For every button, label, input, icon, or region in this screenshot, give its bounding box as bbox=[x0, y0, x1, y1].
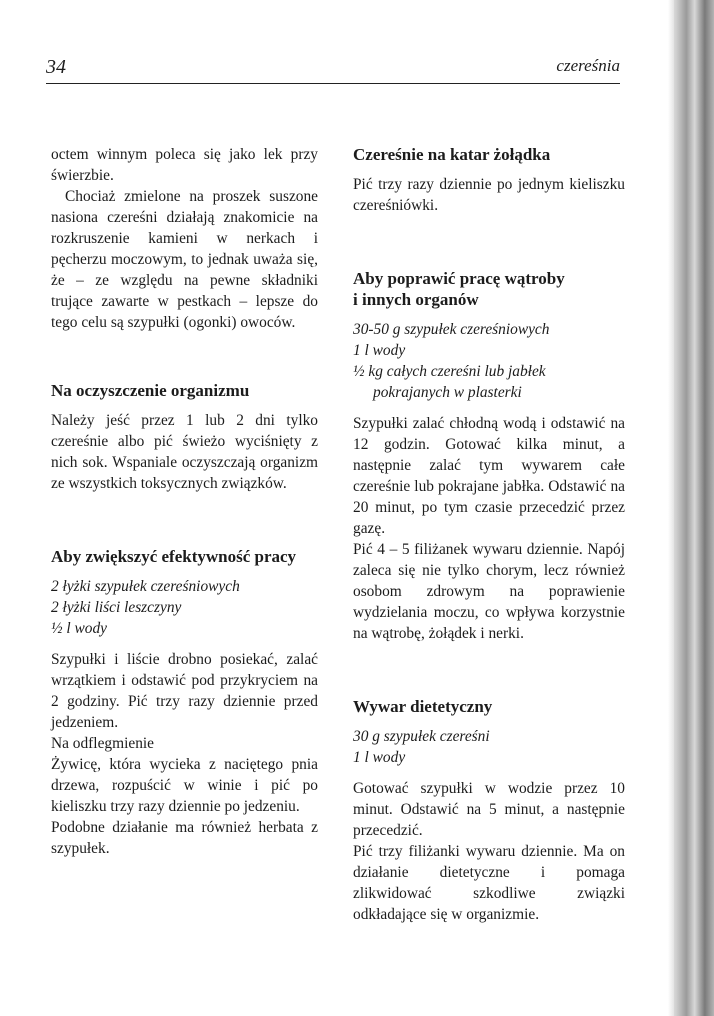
section-heading-work: Aby zwiększyć efektywność pracy bbox=[51, 547, 297, 566]
recipe-paragraph: Szypułki zalać chłodną wodą i odstawić na 12 godzin. Gotować kilka minut, a następnie zalać tym wywarem całe czereśnie lub pokrajane jabłka. Odstawić na 20 minut, po tym czasie przecedzić przez gazę. bbox=[353, 415, 625, 537]
recipe-subheading: Na odflegmienie bbox=[51, 735, 154, 752]
section-heading-cleansing: Na oczyszczenie organizmu bbox=[51, 381, 250, 400]
section-heading-liver bbox=[353, 268, 625, 310]
ingredient-item: 2 łyżki szypułek czereśniowych bbox=[51, 578, 240, 595]
heading-line: i innych organów bbox=[353, 290, 479, 309]
book-page-edge bbox=[668, 0, 714, 1016]
ingredient-item: 1 l wody bbox=[353, 749, 406, 766]
section-text-stomach: Pić trzy razy dziennie po jednym kieliszku czereśniówki. bbox=[353, 176, 625, 214]
header-rule bbox=[46, 83, 620, 84]
recipe-paragraph: Gotować szypułki w wodzie przez 10 minut. Odstawić na 5 minut, a następnie przecedzić. bbox=[353, 780, 625, 839]
ingredient-item: 30 g szypułek czereśni bbox=[353, 728, 490, 745]
running-head bbox=[46, 54, 620, 84]
ingredients-list bbox=[353, 319, 625, 403]
page-edge-highlight bbox=[668, 0, 674, 1016]
ingredients-list bbox=[353, 726, 625, 768]
right-column bbox=[353, 144, 625, 925]
ingredient-item: ½ kg całych czereśni lub jabłek pokrajanych w plasterki bbox=[353, 363, 546, 401]
recipe-paragraph: Pić 4 – 5 filiżanek wywaru dziennie. Napój zaleca się nie tylko chorym, lecz również osobom zdrowym na poprawienie wydzielania moczu, co wpływa korzystnie na wątrobę, żołądek i nerki. bbox=[353, 541, 625, 642]
recipe-paragraph: Podobne działanie ma również herbata z szypułek. bbox=[51, 819, 318, 857]
intro-paragraph: Chociaż zmielone na proszek suszone nasiona czereśni działają znakomicie na rozkruszenie kamieni w nerkach i pęcherzu moczowym, to jednak uważa się, że – ze względu na pewne składniki trujące zawarte w pestkach – lepsze do tego celu są szypułki (ogonki) owoców. bbox=[51, 188, 318, 331]
running-head-title: czereśnia bbox=[556, 56, 620, 75]
ingredient-item: 30-50 g szypułek czereśniowych bbox=[353, 321, 550, 338]
ingredients-list bbox=[51, 576, 318, 639]
ingredient-item: 2 łyżki liści leszczyny bbox=[51, 599, 182, 616]
recipe-paragraph: Szypułki i liście drobno posiekać, zalać wrzątkiem i odstawić pod przykryciem na 2 godziny. Pić trzy razy dziennie przed jedzeniem. bbox=[51, 651, 318, 731]
ingredient-item: ½ l wody bbox=[51, 620, 108, 637]
recipe-paragraph: Pić trzy filiżanki wywaru dziennie. Ma on działanie dietetyczne i pomaga zlikwidować szkodliwe związki odkładające się w organizmie. bbox=[353, 843, 625, 923]
left-column bbox=[51, 144, 318, 859]
intro-paragraph: octem winnym poleca się jako lek przy świerzbie. bbox=[51, 146, 318, 184]
recipe-paragraph: Żywicę, która wycieka z naciętego pnia drzewa, rozpuścić w winie i pić po kieliszku trzy razy dziennie po jedzeniu. bbox=[51, 756, 318, 815]
section-text-cleansing: Należy jeść przez 1 lub 2 dni tylko czereśnie albo pić świeżo wyciśnięty z nich sok. Wspaniale oczyszczają organizm ze wszystkich toksycznych związków. bbox=[51, 412, 318, 492]
ingredient-item: 1 l wody bbox=[353, 342, 406, 359]
section-heading-stomach: Czereśnie na katar żołądka bbox=[353, 145, 551, 164]
section-heading-diet: Wywar dietetyczny bbox=[353, 697, 493, 716]
page-number: 34 bbox=[46, 56, 66, 78]
heading-line: Aby poprawić pracę wątroby bbox=[353, 269, 565, 288]
